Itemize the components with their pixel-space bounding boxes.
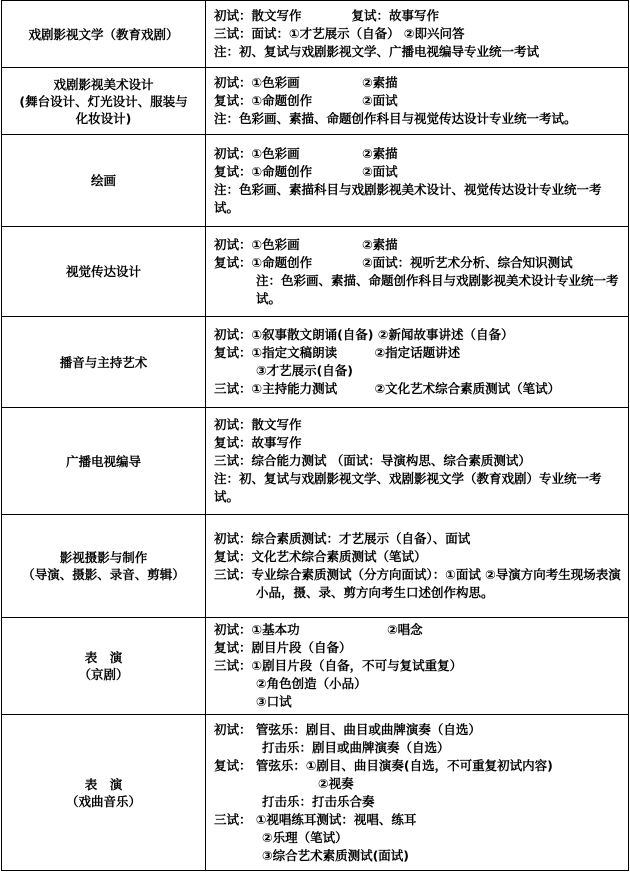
major-name-line: （戏曲音乐） [65,793,141,809]
table-row [2,515,629,618]
exam-line: 初试：①色彩画 ②素描 [214,75,398,90]
table-row [2,135,629,227]
major-name-line: 绘画 [90,173,116,188]
exam-requirements [206,135,629,227]
exam-line: 注：色彩画、素描科目与戏剧影视美术设计、视觉传达设计专业统一考试。 [214,181,602,215]
major-name-line: 戏剧影视美术设计 [53,76,154,92]
major-name [2,618,206,715]
exam-line: ③口试 [256,694,292,709]
table-row [2,1,629,68]
exam-line: ②乐理（笔试） [262,829,348,845]
table-row [2,68,629,135]
exam-line: ②视奏 [318,775,354,791]
major-name [2,1,206,68]
exam-line: 打击乐：打击乐合奏 [262,793,375,809]
exam-line: 注：初、复试与戏剧影视文学、戏剧影视文学（教育戏剧）专业统一考试。 [214,471,602,504]
major-name-line: 表 演 [84,650,123,665]
exam-line: 复试：剧目片段（自备） [214,640,352,655]
exam-line: 三试： ①视唱练耳测试：视唱、练耳 [214,811,417,827]
exam-line: 注：色彩画、素描、命题创作科目与视觉传达设计专业统一考试。 [214,111,577,126]
major-name-line: 广播电视编导 [65,453,141,469]
major-name [2,715,206,871]
major-name-line: （京剧） [78,667,129,682]
major-name [2,317,206,408]
exam-line: 三试：面试：①才艺展示（自备） ②即兴问答 [214,26,465,41]
exam-line: 复试：①命题创作 ②面试 [214,163,398,179]
major-name-line: 表 演 [84,776,123,792]
exam-line: 初试：综合素质测试：才艺展示（自备）、面试 [214,531,471,546]
exam-line: ③综合艺术素质测试(面试) [262,847,410,863]
major-name-line: 视觉传达设计 [65,264,141,279]
major-name-line: 化妆设计) [75,110,132,126]
exam-requirements [206,317,629,408]
exam-requirements [206,515,629,618]
exam-line: 三试：①主持能力测试 ②文化艺术综合素质测试（笔试） [214,381,561,396]
exam-line: 复试：①命题创作 ②面试：视听艺术分析、综合知识测试 [214,254,573,270]
exam-line: 初试：散文写作 复试：故事写作 [214,8,440,23]
major-name-line: 戏剧影视文学（教育戏剧） [28,26,179,42]
major-name-line: （导演、摄影、录音、剪辑） [22,567,185,582]
exam-line: 三试：专业综合素质测试（分方向面试）：①面试 ②导演方向考生现场表演小品，摄、录、剪方向考生口述创作构思。 [214,567,621,600]
major-name [2,408,206,515]
exam-line: 初试： 管弦乐：剧目、曲目或曲牌演奏（自选） [214,721,481,737]
exam-line: ③才艺展示(自备) [256,363,354,378]
major-name-line: 播音与主持艺术 [59,354,148,370]
major-name [2,227,206,317]
major-name-line: (舞台设计、灯光设计、服装与 [19,93,188,109]
table-row [2,317,629,408]
exam-line: 复试： 管弦乐：①剧目、曲目演奏(自选，不可重复初试内容) [214,757,553,773]
exam-line: 初试：①色彩画 ②素描 [214,236,398,252]
exam-requirements [206,618,629,715]
exam-line: 初试：①叙事散文朗诵(自备) ②新闻故事讲述（自备） [214,327,514,342]
exam-line: 复试：文化艺术综合素质测试（笔试） [214,549,427,564]
major-name [2,515,206,618]
exam-line: 三试：综合能力测试 （面试：导演构思、综合素质测试） [214,453,531,468]
exam-line: 复试：①命题创作 ②面试 [214,93,398,108]
exam-line: 初试：散文写作 [214,417,302,432]
exam-line: 注：色彩画、素描、命题创作科目与戏剧影视美术设计专业统一考试。 [256,272,619,306]
exam-requirements [206,227,629,317]
table-row [2,408,629,515]
exam-line: 打击乐：剧目或曲牌演奏（自选） [262,739,450,755]
major-name [2,135,206,227]
exam-requirements [206,1,629,68]
major-name-line: 影视摄影与制作 [59,550,148,565]
table-row [2,715,629,871]
exam-subjects-table [1,0,629,871]
exam-line: 初试：①色彩画 ②素描 [214,145,398,161]
table-row [2,618,629,715]
exam-line: 初试：①基本功 ②唱念 [214,622,423,637]
exam-line: 复试：①指定文稿朗读 ②指定话题讲述 [214,345,461,360]
exam-line: 三试：①剧目片段（自备，不可与复试重复） [214,658,463,673]
exam-requirements [206,408,629,515]
exam-line: ②角色创造（小品） [256,676,367,691]
exam-requirements [206,715,629,871]
exam-line: 复试：故事写作 [214,435,302,450]
exam-requirements [206,68,629,135]
major-name [2,68,206,135]
exam-line: 注：初、复试与戏剧影视文学、广播电视编导专业统一考试 [214,44,540,59]
table-row [2,227,629,317]
